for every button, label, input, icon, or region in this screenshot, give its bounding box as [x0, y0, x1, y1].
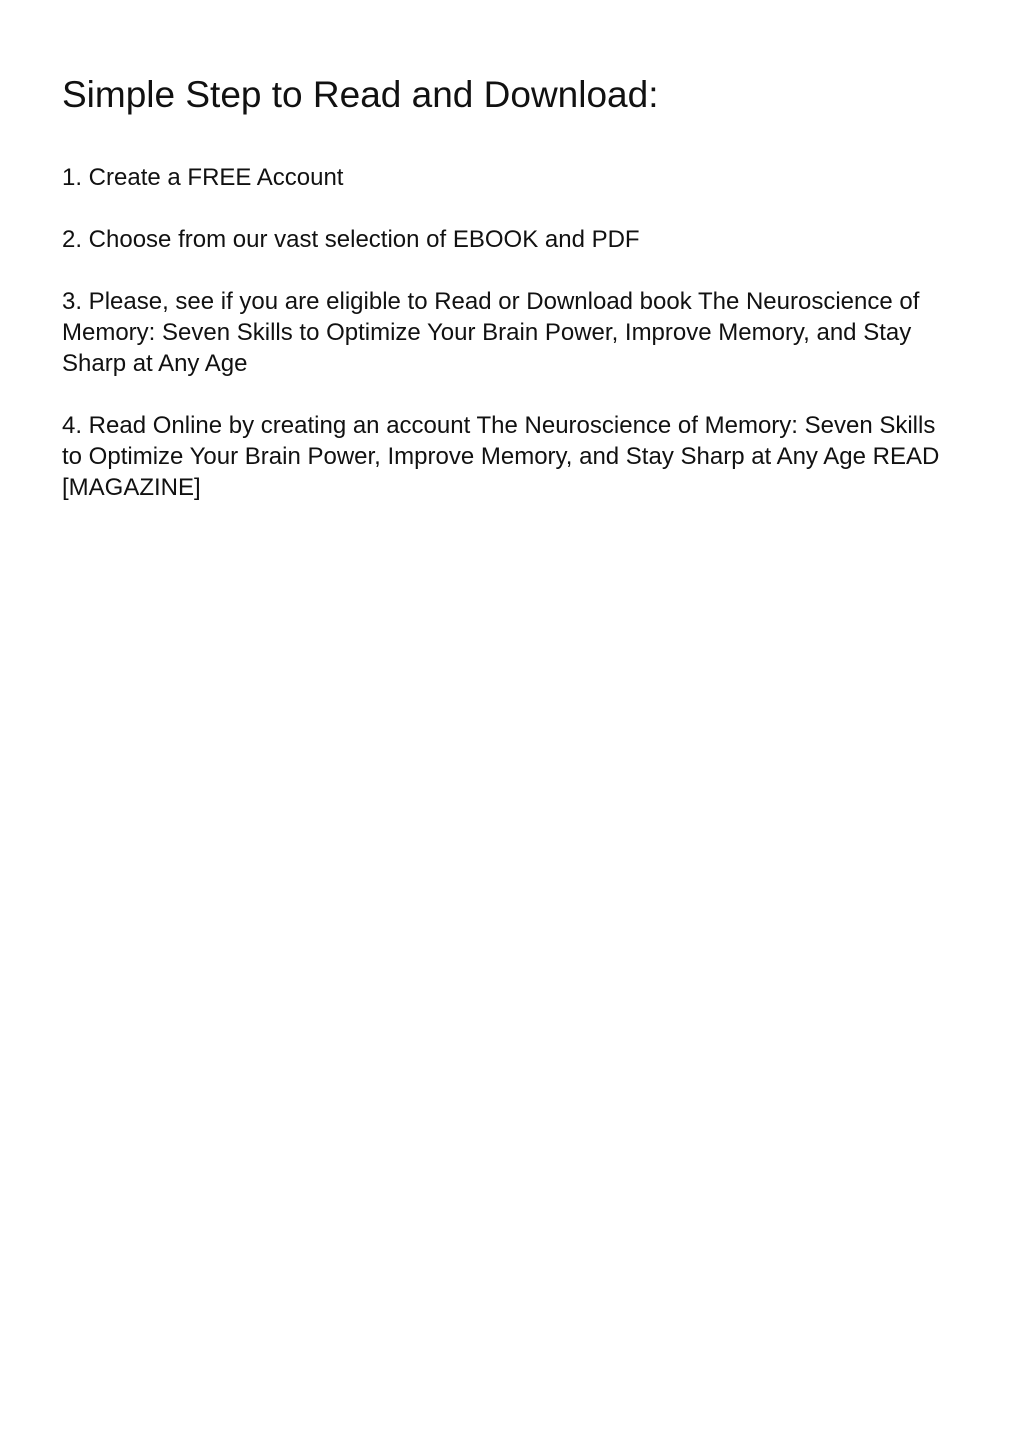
step-read-online: 4. Read Online by creating an account The Neuroscience of Memory: Seven Skills to Optimize Your Brain Power, Improve Memory, and Stay Sharp at Any Age READ [MAGAZINE] — [62, 412, 940, 501]
step-choose-selection: 2. Choose from our vast selection of EBOOK and PDF — [62, 226, 640, 253]
page-title: Simple Step to Read and Download: — [62, 74, 659, 115]
step-check-eligibility: 3. Please, see if you are eligible to Read or Download book The Neuroscience of Memory: Seven Skills to Optimize Your Brain Power, Improve Memory, and Stay Sharp at Any Age — [62, 288, 920, 377]
step-create-account: 1. Create a FREE Account — [62, 164, 344, 191]
